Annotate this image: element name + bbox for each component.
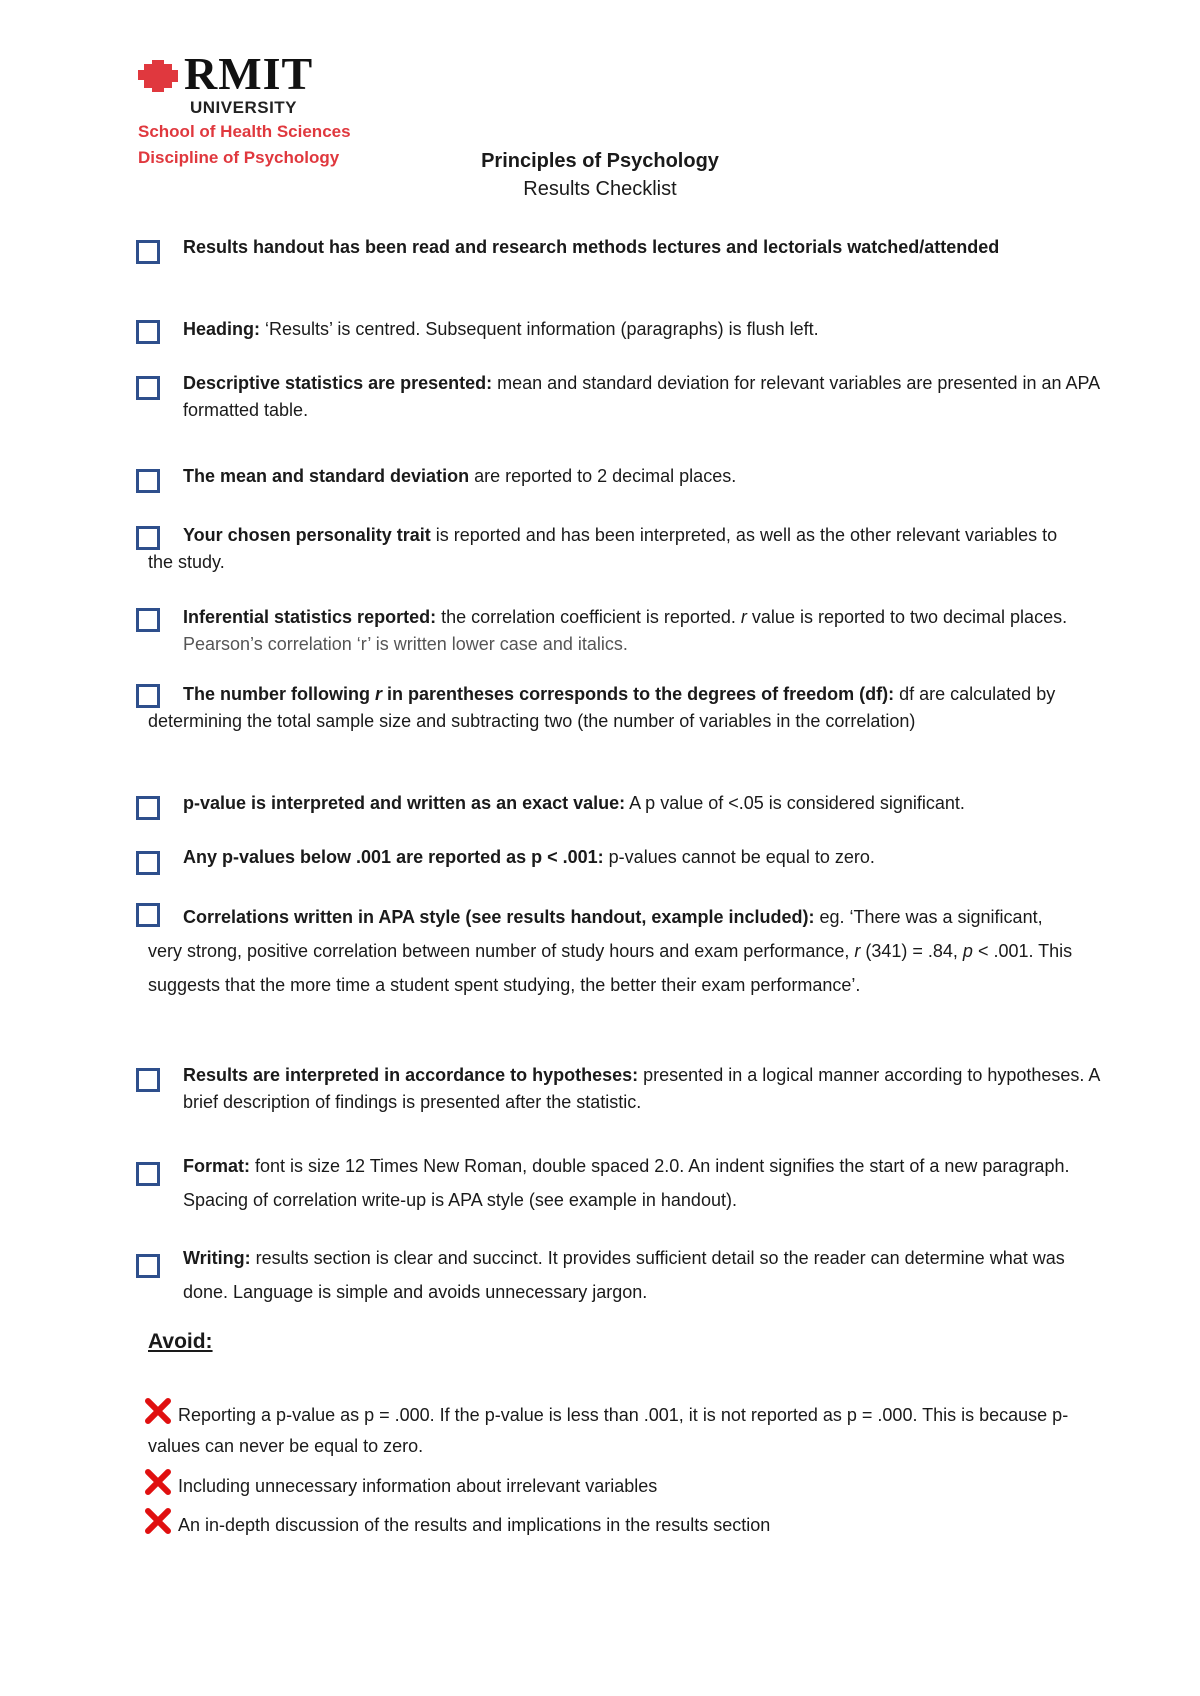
item-heading: Format: <box>183 1156 250 1176</box>
item-heading: Correlations written in APA style (see results handout, example included): <box>183 907 815 927</box>
checkbox[interactable] <box>136 376 160 400</box>
item-text: < .001. This suggests that the more time a student spent studying, the better their exam performance’. <box>148 941 1073 995</box>
checklist-item-heading <box>148 316 1113 343</box>
item-text: mean and standard deviation for relevant variables are presented in an APA formatted table. <box>183 373 1100 420</box>
item-heading: p-value is interpreted and written as an exact value: <box>183 793 626 813</box>
item-text: value is reported to two decimal places. <box>746 607 1068 627</box>
item-italic: r <box>740 607 747 627</box>
item-heading: Results are interpreted in accordance to hypotheses: <box>183 1065 639 1085</box>
checklist-item-inferential <box>148 604 1113 658</box>
checklist-item-df <box>148 681 1078 735</box>
item-heading: Descriptive statistics are presented: <box>183 373 493 393</box>
item-heading: Heading: <box>183 319 261 339</box>
checklist-item-handout <box>148 234 1113 261</box>
item-heading: Results handout has been read and research methods lectures and lectorials watched/attended <box>183 237 1000 257</box>
item-text: (341) = .84, <box>860 941 963 961</box>
item-text: A p value of <.05 is considered significant. <box>625 793 965 813</box>
checklist-item-descriptives <box>148 370 1113 424</box>
item-heading: The mean and standard deviation <box>183 466 470 486</box>
item-note: Pearson’s correlation ‘r’ is written lower case and italics. <box>183 634 628 654</box>
item-text: p-values cannot be equal to zero. <box>603 847 875 867</box>
logo-wordmark: RMIT <box>184 48 314 99</box>
item-text: is reported and has been interpreted, as well as the other relevant variables to the study. <box>148 525 1058 572</box>
checklist-item-apa <box>148 900 1078 1002</box>
checkbox[interactable] <box>136 240 160 264</box>
checklist-item-p001 <box>148 844 1113 871</box>
avoid-item <box>148 1400 1078 1462</box>
rmit-pixel-mark-icon <box>138 60 178 92</box>
logo-school: School of Health Sciences <box>138 122 351 141</box>
item-text: eg. ‘There was a significant, very strong, positive correlation between number of study hours and exam performance, <box>148 907 1043 961</box>
page-subtitle: Results Checklist <box>523 178 677 200</box>
item-text: are reported to 2 decimal places. <box>469 466 737 486</box>
checkbox[interactable] <box>136 320 160 344</box>
item-text: the correlation coefficient is reported. <box>436 607 741 627</box>
checklist-item-pvalue <box>148 790 1113 817</box>
checkbox[interactable] <box>136 469 160 493</box>
item-text: df are calculated by determining the total sample size and subtracting two (the number of variables in the correlation) <box>148 684 1056 731</box>
item-heading: Your chosen personality trait <box>183 525 431 545</box>
red-cross-icon <box>144 1468 172 1496</box>
checklist-item-trait <box>148 522 1078 576</box>
red-cross-icon <box>144 1397 172 1425</box>
avoid-item <box>148 1510 1078 1541</box>
checklist-item-format <box>148 1149 1113 1217</box>
item-italic: r <box>854 941 861 961</box>
avoid-text: An in-depth discussion of the results and implications in the results section <box>178 1515 771 1535</box>
red-cross-icon <box>144 1507 172 1535</box>
item-text: results section is clear and succinct. It provides sufficient detail so the reader can determine what was done. Language is simple and avoids unnecessary jargon. <box>183 1248 1065 1302</box>
checkbox[interactable] <box>136 851 160 875</box>
checkbox[interactable] <box>136 1162 160 1186</box>
item-text: ‘Results’ is centred. Subsequent information (paragraphs) is flush left. <box>260 319 819 339</box>
item-heading: in parentheses corresponds to the degrees of freedom (df): <box>382 684 895 704</box>
avoid-text: Including unnecessary information about irrelevant variables <box>178 1476 658 1496</box>
item-text: font is size 12 Times New Roman, double spaced 2.0. An indent signifies the start of a new paragraph. Spacing of correlation write-up is APA style (see example in handout). <box>183 1156 1070 1210</box>
item-italic: r <box>375 684 383 704</box>
checkbox[interactable] <box>136 796 160 820</box>
checkbox[interactable] <box>136 1254 160 1278</box>
checkbox[interactable] <box>136 684 160 708</box>
item-heading: The number following <box>183 684 375 704</box>
item-heading: Writing: <box>183 1248 251 1268</box>
avoid-text: Reporting a p-value as p = .000. If the p-value is less than .001, it is not reported as p = .000. This is because p-values can never be equal to zero. <box>148 1405 1069 1456</box>
avoid-heading: Avoid: <box>148 1330 213 1353</box>
checklist-item-decimals <box>148 463 1113 490</box>
checkbox[interactable] <box>136 526 160 550</box>
item-heading: Inferential statistics reported: <box>183 607 437 627</box>
checklist-item-hypotheses <box>148 1062 1113 1116</box>
checkbox[interactable] <box>136 903 160 927</box>
logo-university: UNIVERSITY <box>190 98 298 117</box>
logo-discipline: Discipline of Psychology <box>138 148 340 167</box>
item-italic: p <box>962 941 973 961</box>
checkbox[interactable] <box>136 1068 160 1092</box>
page-title: Principles of Psychology <box>481 150 719 172</box>
checkbox[interactable] <box>136 608 160 632</box>
item-text: presented in a logical manner according to hypotheses. A brief description of findings is presented after the statistic. <box>183 1065 1100 1112</box>
avoid-item <box>148 1471 1078 1502</box>
checklist-item-writing <box>148 1241 1113 1309</box>
item-heading: Any p-values below .001 are reported as p < .001: <box>183 847 604 867</box>
